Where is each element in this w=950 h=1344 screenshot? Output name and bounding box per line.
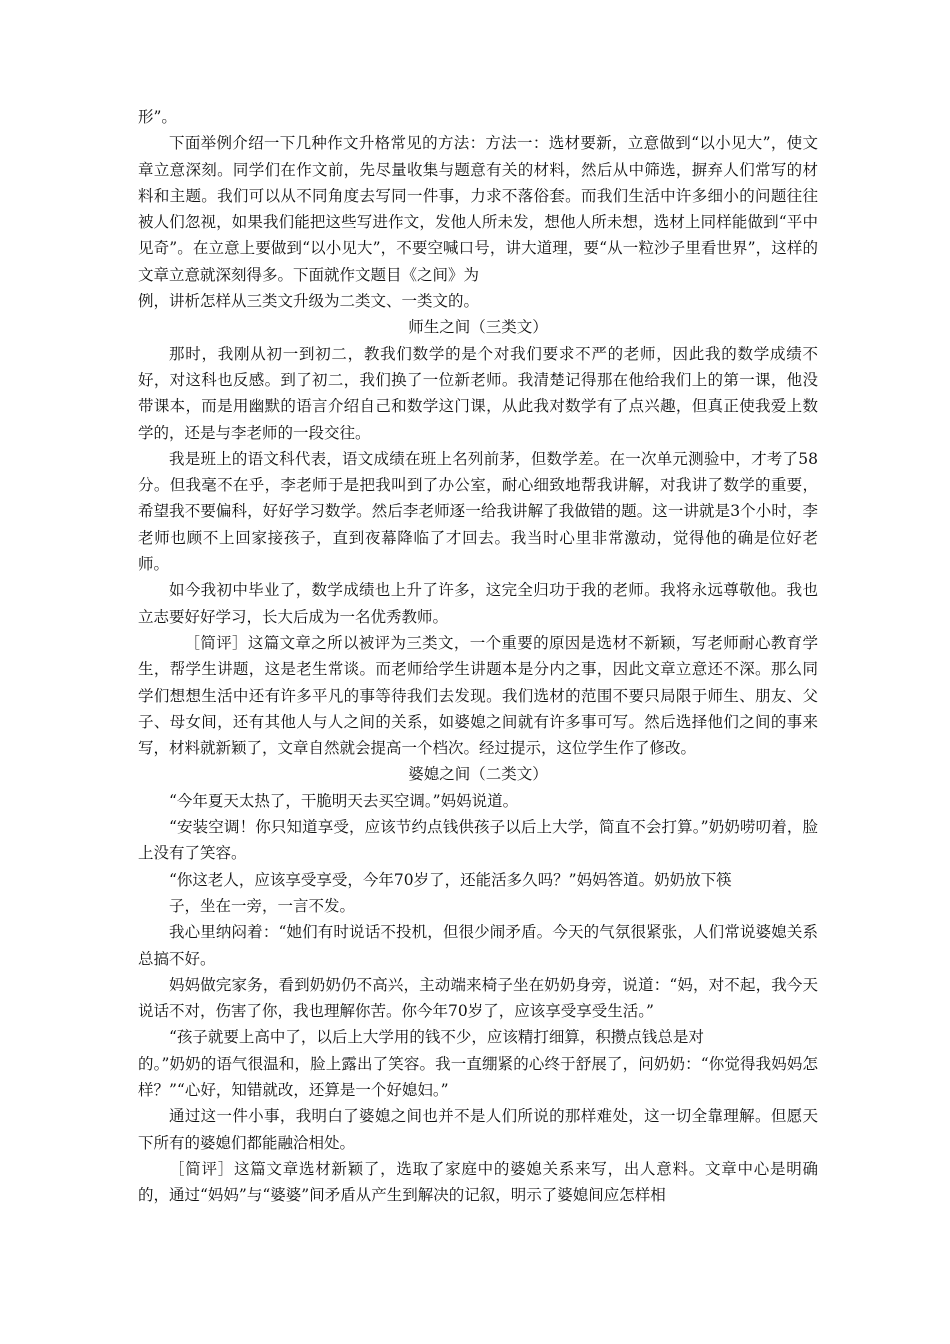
paragraph-essay1: 如今我初中毕业了，数学成绩也上升了许多，这完全归功于我的老师。我将永远尊敬他。我也立志要好好学习，长大后成为一名优秀教师。 — [138, 581, 818, 626]
paragraph-methods-intro: 下面举例介绍一下几种作文升格常见的方法：方法一：选材要新，立意做到“以小见大”，使文章立意深刻。同学们在作文前，先尽量收集与题意有关的材料，然后从中筛选，摒弃人们常写的材料和主题。我们可以从不同角度去写同一件事，力求不落俗套。而我们生活中许多细小的问题往往被人们忽视，如果我们能把这些写进作文，发他人所未发，想他人所未想，选材上同样能做到“平中见奇”。在立意上要做到“以小见大”，不要空喊口号，讲大道理，要“从一粒沙子里看世界”，这样的文章立意就深刻得多。下面就作文题目《之间》为 — [138, 134, 818, 284]
paragraph-essay1: 那时，我刚从初一到初二，教我们数学的是个对我们要求不严的老师，因此我的数学成绩不好，对这科也反感。到了初二，我们换了一位新老师。我清楚记得那在他给我们上的第一课，他没带课本，而是用幽默的语言介绍自己和数学这门课，从此我对数学有了点兴趣，但真正使我爱上数学的，还是与李老师的一段交往。 — [138, 344, 818, 442]
paragraph-essay2: 我心里纳闷着：“她们有时说话不投机，但很少闹矛盾。今天的气氛很紧张，人们常说婆媳关系总搞不好。 — [138, 923, 818, 968]
paragraph-essay2: 通过这一件小事，我明白了婆媳之间也并不是人们所说的那样难处，这一切全靠理解。但愿天下所有的婆媳们都能融洽相处。 — [138, 1107, 818, 1152]
paragraph-continuation: 形”。 — [138, 108, 177, 126]
paragraph-essay2: 子，坐在一旁，一言不发。 — [169, 896, 356, 915]
paragraph-comment1: ［简评］这篇文章之所以被评为三类文，一个重要的原因是选材不新颖，写老师耐心教育学生，帮学生讲题，这是老生常谈。而老师给学生讲题本是分内之事，因此文章立意还不深。那么同学们想想生活中还有许多平凡的事等待我们去发现。我们选材的范围不要只局限于师生、朋友、父子、母女间，还有其他人与人之间的关系，如婆媳之间就有许多事可写。然后选择他们之间的事来写，材料就新颖了，文章自然就会提高一个档次。经过提示，这位学生作了修改。 — [138, 633, 818, 758]
paragraph-essay2: 妈妈做完家务，看到奶奶仍不高兴，主动端来椅子坐在奶奶身旁，说道：“妈，对不起，我今天说话不对，伤害了你，我也理解你苦。你今年70岁了，应该享受享受生活。” — [138, 975, 818, 1021]
document-page — [138, 104, 818, 1208]
paragraph-essay2: “今年夏天太热了，干脆明天去买空调。”妈妈说道。 — [169, 791, 519, 810]
essay-title-mother-in-law: 婆媳之间（二类文） — [408, 765, 548, 784]
paragraph-essay2: “安装空调！你只知道享受，应该节约点钱供孩子以后上大学，简直不会打算。”奶奶唠叨着，脸上没有了笑容。 — [138, 818, 818, 863]
paragraph-essay2: “孩子就要上高中了，以后上大学用的钱不少，应该精打细算，积攒点钱总是对 — [169, 1028, 704, 1047]
paragraph-essay2: “你这老人，应该享受享受，今年70岁了，还能活多久吗？”妈妈答道。奶奶放下筷 — [169, 870, 732, 889]
essay-title-teacher-student: 师生之间（三类文） — [408, 318, 548, 337]
paragraph-continuation: 例，讲析怎样从三类文升级为二类文、一类文的。 — [138, 292, 480, 311]
paragraph-comment2: ［简评］这篇文章选材新颖了，选取了家庭中的婆媳关系来写，出人意料。文章中心是明确的，通过“妈妈”与“婆婆”间矛盾从产生到解决的记叙，明示了婆媳间应怎样相 — [138, 1159, 818, 1205]
paragraph-continuation: 的。”奶奶的语气很温和，脸上露出了笑容。我一直绷紧的心终于舒展了，问奶奶：“你觉得我妈妈怎样？”“心好，知错就改，还算是一个好媳妇。” — [138, 1054, 818, 1099]
paragraph-essay1: 我是班上的语文科代表，语文成绩在班上名列前茅，但数学差。在一次单元测验中，才考了58分。但我毫不在乎，李老师于是把我叫到了办公室，耐心细致地帮我讲解，对我讲了数学的重要，希望我不要偏科，好好学习数学。然后李老师逐一给我讲解了我做错的题。这一讲就是3个小时，李老师也顾不上回家接孩子，直到夜幕降临了才回去。我当时心里非常激动，觉得他的确是位好老师。 — [138, 449, 818, 574]
